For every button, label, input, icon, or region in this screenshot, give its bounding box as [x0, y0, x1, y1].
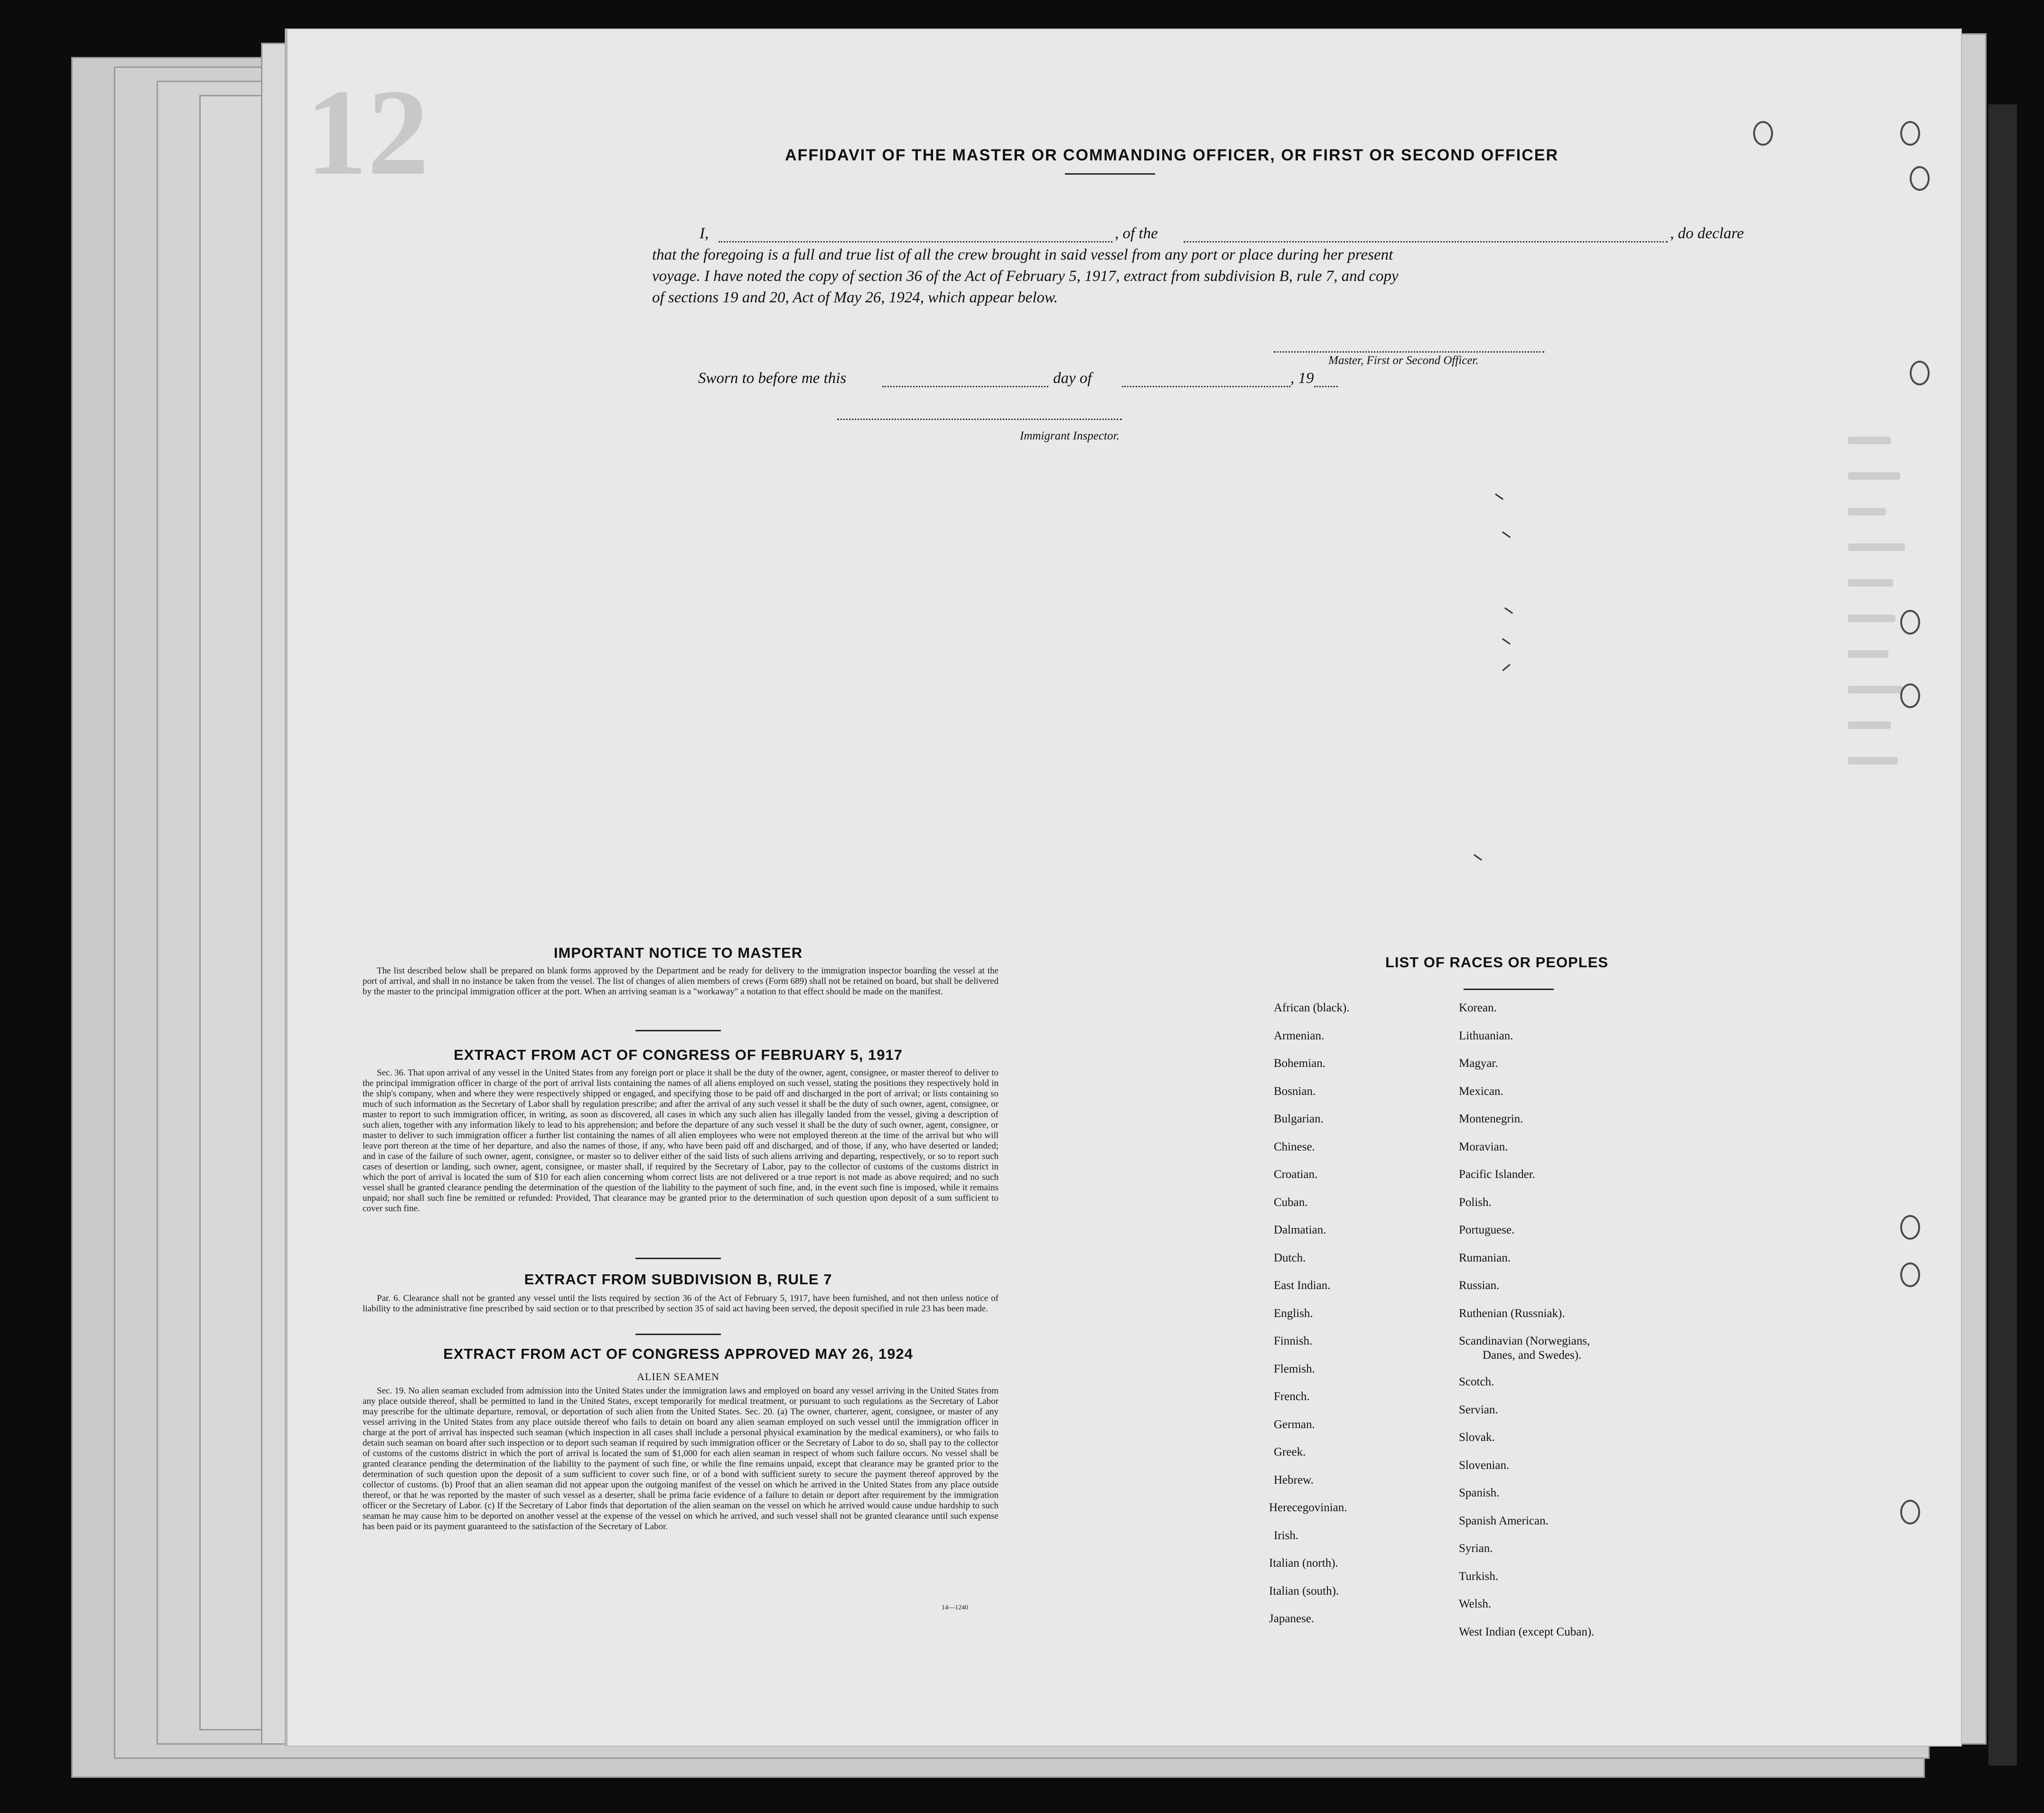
race-item: Dalmatian. [1274, 1224, 1326, 1236]
ghost-column [1848, 437, 1914, 1813]
race-item: African (black). [1274, 1001, 1350, 1014]
notices-column [315, 944, 1041, 1623]
race-item: Korean. [1459, 1001, 1497, 1014]
sworn-label: Sworn to before me this [698, 370, 847, 387]
sworn-year-line [1314, 386, 1338, 387]
race-item: Slovenian. [1459, 1458, 1510, 1472]
race-item: Slovak. [1459, 1431, 1495, 1444]
race-item: Turkish. [1459, 1570, 1499, 1583]
race-item: Flemish. [1274, 1362, 1315, 1375]
race-item: Magyar. [1459, 1057, 1498, 1070]
race-item: Armenian. [1274, 1029, 1325, 1042]
extract-1924-text: Sec. 19. No alien seaman excluded from admission into the United States under the immigration laws and employed on board any vessel arriving in the United States from any place outside thereof, shall be permitted to land in the United States, except temporarily for medical treatment, or pursuant to such regulations as the Secretary of Labor may prescribe for the ultimate departure, removal, or deportation of such alien from the United States. Sec. 20. (a) The owner, charterer, agent, consignee, or master of any vessel arriving in the United States from any place outside thereof who fails to detain on board any alien seaman employed on such vessel until the immigration officer in charge at the port of arrival has inspected such seaman (which inspection in all cases shall include a personal physical examination by the medical examiners), or who fails to detain such seaman on board after such inspection or to deport such seaman if required by such immigration officer or the Secretary of Labor to do so, shall pay to the collector of customs of the customs district in which the port of arrival is located the sum of $1,000 for each alien seaman in respect of whom such failure occurs. No vessel shall be granted clearance pending the determination of the liability to the payment of such fine, or while the fine remains unpaid, except that clearance may be granted prior to the determination of such question upon the deposit of a sum sufficient to cover such fine, or of a bond with sufficient surety to secure the payment thereof approved by the collector of customs. (b) Proof that an alien seaman did not appear upon the outgoing manifest of the vessel on which he arrived in the United States from any place outside thereof, or that he was reported by the master of such vessel as a deserter, shall be prima facie evidence of a failure to detain or deport after requirement by the immigration officer or the Secretary of Labor. (c) If the Secretary of Labor finds that deportation of the alien seaman on the vessel on which he arrived would cause undue hardship to such seaman he may cause him to be deported on another vessel at the expense of the vessel on which he arrived, and such vessel shall not be granted clearance until such expense has been paid or its payment guaranteed to the satisfaction of the Secretary of Labor. [363, 1386, 999, 1532]
race-item: Dutch. [1274, 1251, 1306, 1264]
stray-mark [1504, 607, 1513, 614]
day-of-label: day of [1053, 370, 1092, 387]
divider [635, 1258, 721, 1259]
race-item: Syrian. [1459, 1542, 1493, 1555]
notice-title: IMPORTANT NOTICE TO MASTER [553, 944, 803, 961]
race-item: Russian. [1459, 1279, 1500, 1292]
master-signature-line [1274, 351, 1544, 353]
inspector-caption: Immigrant Inspector. [1020, 430, 1120, 442]
stray-mark [1474, 854, 1482, 861]
divider [635, 1030, 721, 1031]
extract-1917-title: EXTRACT FROM ACT OF CONGRESS OF FEBRUARY 5, 1917 [454, 1047, 903, 1063]
race-item: Italian (north). [1269, 1557, 1338, 1570]
race-item: Scotch. [1459, 1375, 1494, 1388]
extract-1924-title: EXTRACT FROM ACT OF CONGRESS APPROVED MAY 26, 1924 [443, 1346, 913, 1362]
race-item: Spanish. [1459, 1486, 1500, 1499]
name-signature-line [719, 241, 1112, 243]
affidavit-declare-label: , do declare [1670, 225, 1744, 242]
punch-hole [1900, 1500, 1920, 1524]
race-item: Bohemian. [1274, 1057, 1326, 1070]
race-item: Lithuanian. [1459, 1029, 1513, 1042]
affidavit-title: AFFIDAVIT OF THE MASTER OR COMMANDING OFFICER, OR FIRST OR SECOND OFFICER [785, 146, 1559, 164]
ghost-page-number: 12 [306, 64, 429, 201]
race-item: French. [1274, 1390, 1310, 1403]
race-item: Servian. [1459, 1403, 1498, 1416]
affidavit-line-3: voyage. I have noted the copy of section 36 of the Act of February 5, 1917, extract from subdivision B, rule 7, and copy [652, 268, 1399, 285]
binding-shadow [1988, 104, 2017, 1766]
rule7-text: Par. 6. Clearance shall not be granted any vessel until the lists required by section 36 of the Act of February 5, 1917, have been furnished, and not then unless notice of liability to the administrative fine prescribed by said section or to that prescribed by section 35 of said act having been served, the deposit specified in rule 23 has been made. [363, 1293, 999, 1314]
race-item: Montenegrin. [1459, 1112, 1523, 1125]
race-item: Chinese. [1274, 1140, 1315, 1153]
race-item: Moravian. [1459, 1140, 1508, 1153]
rule7-title: EXTRACT FROM SUBDIVISION B, RULE 7 [524, 1271, 832, 1288]
extract-1917-text: Sec. 36. That upon arrival of any vessel in the United States from any foreign port or place it shall be the duty of the owner, agent, consignee, or master thereof to deliver to the principal immigration officer in charge of the port of arrival lists containing the names of all aliens employed on such vessel, stating the positions they respectively hold in the ship's company, when and where they were respectively shipped or engaged, and specifying those to be paid off and discharged in the port of arrival; or lists containing so much of such information as the Secretary of Labor shall by regulation prescribe; and after the arrival of any such vessel it shall be the duty of such owner, agent, consignee, or master to report to such immigration officer, in writing, as soon as discovered, all cases in which any such alien has illegally landed from the vessel, giving a description of such alien, together with any information likely to lead to his apprehension; and before the departure of any such vessel it shall be the duty of such owner, agent, consignee, or master to deliver to such immigration officer a further list containing the names of all alien employees who were not employed thereon at the time of the arrival but who will leave port thereon at the time of her departure, and also the names of those, if any, who have been paid off and discharged, and of those, if any, who have deserted or landed; and in case of the failure of such owner, agent, consignee, or master so to deliver either of the said lists of such aliens arriving and departing, respectively, or so to report such cases of desertion or landing, such owner, agent, consignee, or master shall, if required by the Secretary of Labor, pay to the collector of customs of the customs district in which the port of arrival is located the sum of $10 for each alien concerning whom correct lists are not delivered or a true report is not made as above required; and no such vessel shall be granted clearance pending the determination of the question of the liability to the payment of such fine, and, in the event such fine is imposed, while it remains unpaid; nor shall such fine be remitted or refunded: Provided, That clearance may be granted prior to the determination of such question upon deposit of a sum sufficient to cover such fine. [363, 1068, 999, 1214]
divider [635, 1334, 721, 1335]
punch-hole [1900, 121, 1920, 146]
divider [1464, 989, 1554, 990]
notice-text: The list described below shall be prepared on blank forms approved by the Department and be ready for delivery to the immigration inspector boarding the vessel at the port of arrival, and shall in no instance be taken from the vessel. The list of changes of alien members of crews (Form 689) shall not be retained on board, but shall be delivered by the master to the principal immigration officer at the port. When an arriving seaman is a "workaway" a notation to that effect should be made on the manifest. [363, 966, 999, 997]
punch-hole [1910, 166, 1930, 191]
sworn-day-line [882, 386, 1048, 387]
race-item: Mexican. [1459, 1084, 1503, 1098]
punch-hole [1910, 361, 1930, 385]
punch-hole [1900, 683, 1920, 708]
punch-hole [1753, 121, 1773, 146]
affidavit-of-the-label: , of the [1115, 225, 1158, 242]
races-title: LIST OF RACES OR PEOPLES [1385, 954, 1609, 971]
stray-mark [1495, 494, 1503, 500]
inspector-signature-line [837, 419, 1122, 420]
form-number: 14—1240 [942, 1604, 968, 1611]
race-item: Polish. [1459, 1196, 1492, 1209]
vessel-signature-line [1184, 241, 1668, 243]
affidavit-i-label: I, [700, 225, 709, 242]
race-item: Welsh. [1459, 1598, 1492, 1610]
race-item: Portuguese. [1459, 1224, 1515, 1236]
manifest-page [285, 28, 1962, 1747]
race-item: Bosnian. [1274, 1084, 1316, 1098]
stray-mark [1502, 532, 1511, 538]
year-label: , 19 [1290, 370, 1314, 387]
race-item: Spanish American. [1459, 1514, 1549, 1527]
extract-1924-subtitle: ALIEN SEAMEN [637, 1371, 719, 1383]
race-item: English. [1274, 1307, 1313, 1320]
master-caption: Master, First or Second Officer. [1328, 354, 1479, 367]
race-item: Croatian. [1274, 1168, 1318, 1181]
race-item: Cuban. [1274, 1196, 1308, 1209]
sworn-month-line [1122, 386, 1290, 387]
race-item: Rumanian. [1459, 1251, 1511, 1264]
race-item: West Indian (except Cuban). [1459, 1625, 1595, 1638]
race-item: Japanese. [1269, 1612, 1315, 1625]
punch-hole [1900, 1215, 1920, 1240]
race-item: Italian (south). [1269, 1584, 1339, 1598]
race-item: Irish. [1274, 1529, 1299, 1542]
affidavit-line-2: that the foregoing is a full and true list of all the crew brought in said vessel from any port or place during her present [652, 246, 1393, 263]
race-item: Herecegovinian. [1269, 1501, 1347, 1514]
affidavit-line-4: of sections 19 and 20, Act of May 26, 1924, which appear below. [652, 289, 1058, 306]
punch-hole [1900, 610, 1920, 635]
races-column [1260, 954, 1734, 1637]
race-item: Danes, and Swedes). [1483, 1349, 1582, 1362]
race-item: German. [1274, 1418, 1315, 1431]
race-item: Bulgarian. [1274, 1112, 1324, 1125]
race-item: Hebrew. [1274, 1473, 1314, 1486]
race-item: Scandinavian (Norwegians, [1459, 1335, 1590, 1347]
race-item: East Indian. [1274, 1279, 1331, 1292]
punch-hole [1900, 1262, 1920, 1287]
stray-mark [1502, 638, 1511, 645]
race-item: Finnish. [1274, 1335, 1313, 1347]
race-item: Pacific Islander. [1459, 1168, 1536, 1181]
race-item: Greek. [1274, 1446, 1306, 1458]
divider [1065, 173, 1155, 175]
race-item: Ruthenian (Russniak). [1459, 1307, 1565, 1320]
stray-mark [1502, 664, 1510, 671]
